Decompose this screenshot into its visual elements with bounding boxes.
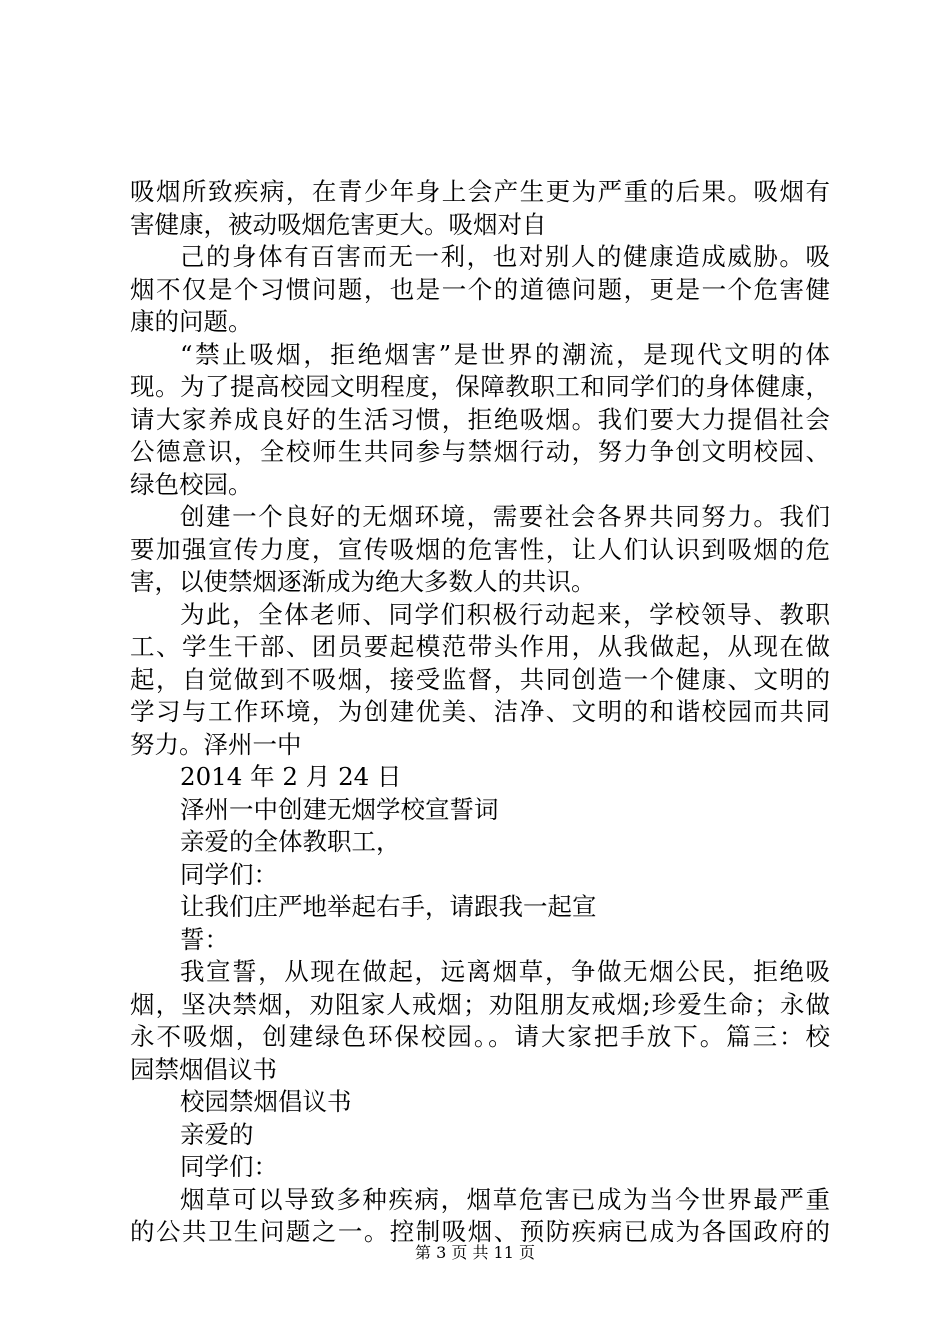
text-line: 公德意识，全校师生共同参与禁烟行动，努力争创文明校园、 <box>130 437 830 466</box>
text-line: 的公共卫生问题之一。控制吸烟、预防疾病已成为各国政府的 <box>130 1217 830 1246</box>
text-line: 永不吸烟，创建绿色环保校园。。请大家把手放下。篇三：校 <box>130 1022 830 1051</box>
text-line: 同学们： <box>180 859 278 889</box>
text-line: 亲爱的 <box>180 1119 254 1149</box>
text-line: “禁止吸烟，拒绝烟害”是世界的潮流，是现代文明的体 <box>180 339 830 369</box>
text-line: 绿色校园。 <box>130 469 253 499</box>
text-line: 同学们： <box>180 1152 278 1181</box>
text-line: 害，以使禁烟逐渐成为绝大多数人的共识。 <box>130 567 596 596</box>
text-line: 创建一个良好的无烟环境，需要社会各界共同努力。我们 <box>180 502 830 531</box>
text-line: 康的问题。 <box>130 307 253 336</box>
document-body <box>130 176 830 1249</box>
text-line: 起，自觉做到不吸烟，接受监督，共同创造一个健康、文明的 <box>130 664 830 694</box>
text-line: 我宣誓，从现在做起，远离烟草，争做无烟公民，拒绝吸 <box>180 957 830 986</box>
page-footer: 第 3 页 共 11 页 <box>415 1243 535 1262</box>
text-line: 工、学生干部、团员要起模范带头作用，从我做起，从现在做 <box>130 632 830 661</box>
text-line: 亲爱的全体教职工， <box>180 827 401 856</box>
text-line: 校园禁烟倡议书 <box>180 1087 352 1116</box>
text-line: 努力。泽州一中 <box>130 729 302 759</box>
text-line: 2014 年 2 月 24 日 <box>180 762 402 791</box>
text-line: 烟不仅是个习惯问题，也是一个的道德问题，更是一个危害健 <box>130 274 830 304</box>
text-line: 园禁烟倡议书 <box>130 1054 277 1084</box>
text-line: 学习与工作环境，为创建优美、洁净、文明的和谐校园而共同 <box>130 697 830 726</box>
text-line: 己的身体有百害而无一利，也对别人的健康造成威胁。吸 <box>180 242 830 271</box>
text-line: 泽州一中创建无烟学校宣誓词 <box>180 794 499 824</box>
text-line: 请大家养成良好的生活习惯，拒绝吸烟。我们要大力提倡社会 <box>130 404 830 434</box>
text-line: 为此，全体老师、同学们积极行动起来，学校领导、教职 <box>180 599 830 629</box>
text-line: 吸烟所致疾病，在青少年身上会产生更为严重的后果。吸烟有 <box>130 177 830 206</box>
text-line: 烟，坚决禁烟，劝阻家人戒烟；劝阻朋友戒烟;珍爱生命；永做 <box>130 989 830 1019</box>
text-line: 誓： <box>180 924 229 954</box>
text-line: 害健康，被动吸烟危害更大。吸烟对自 <box>130 209 547 239</box>
text-line: 要加强宣传力度，宣传吸烟的危害性，让人们认识到吸烟的危 <box>130 534 830 564</box>
text-line: 现。为了提高校园文明程度，保障教职工和同学们的身体健康， <box>130 372 830 401</box>
text-line: 让我们庄严地举起右手，请跟我一起宣 <box>180 892 597 921</box>
text-line: 烟草可以导致多种疾病，烟草危害已成为当今世界最严重 <box>180 1184 830 1214</box>
